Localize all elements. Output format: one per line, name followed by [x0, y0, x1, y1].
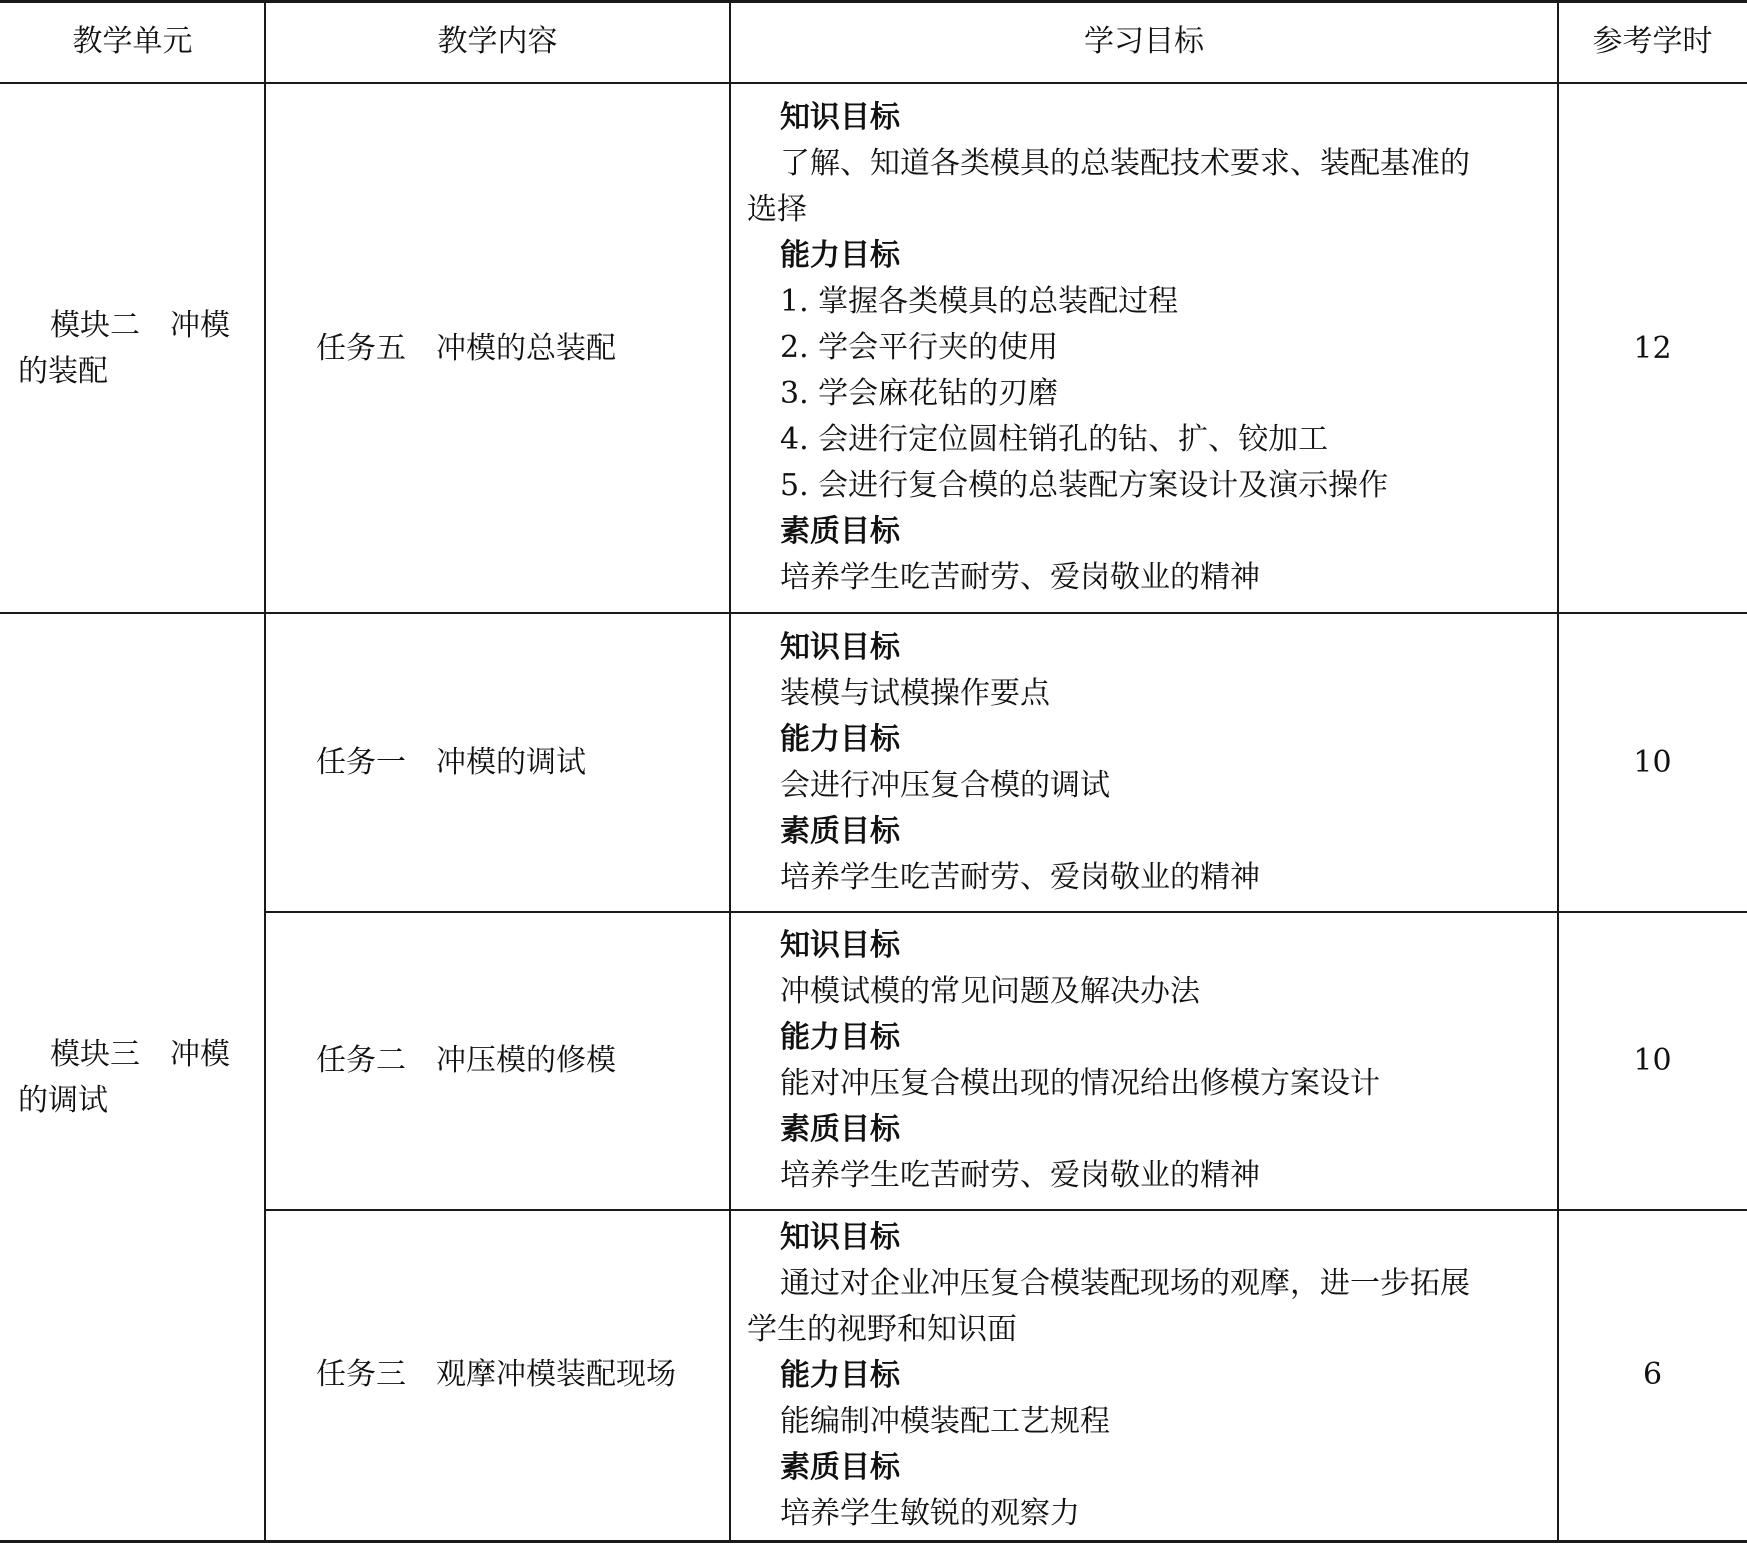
- task-objectives: [747, 1215, 1547, 1537]
- header-unit: 教学单元: [72, 24, 193, 59]
- task-objectives: [747, 625, 1547, 901]
- task-hours: 12: [1633, 331, 1672, 366]
- header-content: 教学内容: [437, 24, 558, 59]
- ability-line: 1. 掌握各类模具的总装配过程: [780, 284, 1179, 319]
- ability-line: 能编制冲模装配工艺规程: [780, 1404, 1110, 1439]
- quality-line: 培养学生吃苦耐劳、爱岗敬业的精神: [780, 560, 1260, 595]
- knowledge-line: 冲模试模的常见问题及解决办法: [780, 974, 1200, 1009]
- ability-title: 能力目标: [780, 1358, 900, 1393]
- quality-line: 培养学生敏锐的观察力: [780, 1496, 1080, 1531]
- rule-top: [0, 0, 1747, 3]
- task-name: 任务三 观摩冲模装配现场: [316, 1357, 676, 1392]
- task-hours: 6: [1642, 1357, 1663, 1392]
- task-name: 任务二 冲压模的修模: [316, 1043, 616, 1078]
- module-name-line2: 的装配: [18, 354, 108, 389]
- rule-module2-bottom: [0, 612, 1747, 614]
- quality-line: 培养学生吃苦耐劳、爱岗敬业的精神: [780, 860, 1260, 895]
- knowledge-line: 了解、知道各类模具的总装配技术要求、装配基准的: [780, 146, 1470, 181]
- quality-line: 培养学生吃苦耐劳、爱岗敬业的精神: [780, 1158, 1260, 1193]
- ability-line: 2. 学会平行夹的使用: [780, 330, 1059, 365]
- rule-header-bottom: [0, 82, 1747, 84]
- knowledge-line: 通过对企业冲压复合模装配现场的观摩，进一步拓展: [780, 1266, 1470, 1301]
- ability-title: 能力目标: [780, 1020, 900, 1055]
- rule-col-2: [729, 0, 731, 1542]
- header-objectives: 学习目标: [1084, 24, 1204, 59]
- knowledge-line: 装模与试模操作要点: [780, 676, 1050, 711]
- task-name: 任务一 冲模的调试: [316, 745, 586, 780]
- knowledge-title: 知识目标: [780, 928, 900, 963]
- module-name-line1: 模块三 冲模: [50, 1037, 230, 1072]
- quality-title: 素质目标: [780, 1450, 900, 1485]
- module-name-line1: 模块二 冲模: [50, 308, 230, 343]
- task-hours: 10: [1633, 1043, 1672, 1078]
- ability-line: 能对冲压复合模出现的情况给出修模方案设计: [780, 1066, 1380, 1101]
- quality-title: 素质目标: [780, 1112, 900, 1147]
- rule-bottom: [0, 1540, 1747, 1543]
- quality-title: 素质目标: [780, 814, 900, 849]
- ability-line: 5. 会进行复合模的总装配方案设计及演示操作: [780, 468, 1389, 503]
- knowledge-title: 知识目标: [780, 630, 900, 665]
- knowledge-title: 知识目标: [780, 100, 900, 135]
- rule-task2-bottom: [265, 1209, 1747, 1211]
- ability-title: 能力目标: [780, 722, 900, 757]
- rule-task1-bottom: [265, 911, 1747, 913]
- task-objectives: [747, 95, 1547, 601]
- task-objectives: [747, 923, 1547, 1199]
- ability-line: 3. 学会麻花钻的刃磨: [780, 376, 1059, 411]
- task-name: 任务五 冲模的总装配: [316, 331, 616, 366]
- ability-line: 会进行冲压复合模的调试: [780, 768, 1110, 803]
- header-hours: 参考学时: [1592, 24, 1713, 59]
- ability-title: 能力目标: [780, 238, 900, 273]
- knowledge-line: 选择: [747, 192, 807, 227]
- knowledge-line: 学生的视野和知识面: [747, 1312, 1017, 1347]
- quality-title: 素质目标: [780, 514, 900, 549]
- module-name-line2: 的调试: [18, 1083, 108, 1118]
- rule-col-1: [264, 0, 266, 1542]
- knowledge-title: 知识目标: [780, 1220, 900, 1255]
- ability-line: 4. 会进行定位圆柱销孔的钻、扩、铰加工: [780, 422, 1329, 457]
- task-hours: 10: [1633, 745, 1672, 780]
